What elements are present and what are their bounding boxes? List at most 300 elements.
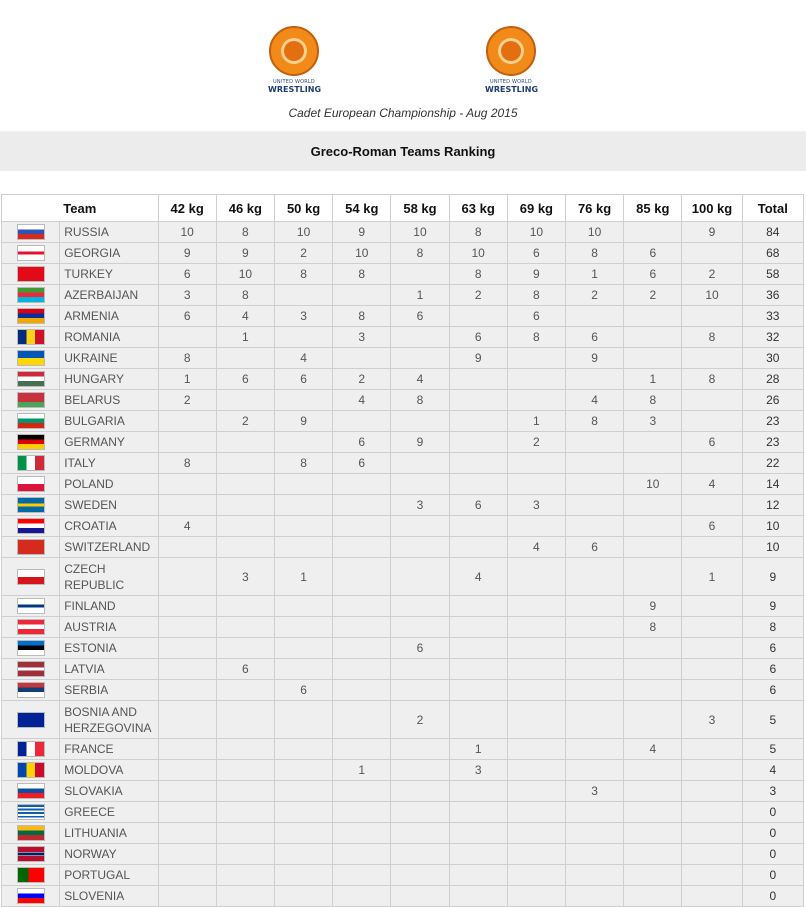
points-cell: 9 bbox=[449, 348, 507, 369]
column-header-total: Total bbox=[742, 195, 803, 222]
points-cell: 2 bbox=[391, 701, 449, 739]
flag-ukraine-icon bbox=[17, 350, 45, 366]
points-cell bbox=[449, 474, 507, 495]
points-cell bbox=[507, 739, 565, 760]
points-cell bbox=[682, 739, 742, 760]
total-cell: 3 bbox=[742, 781, 803, 802]
points-cell bbox=[216, 537, 274, 558]
points-cell: 8 bbox=[158, 453, 216, 474]
flag-bosnia-icon bbox=[17, 712, 45, 728]
column-header-58kg: 58 kg bbox=[391, 195, 449, 222]
table-row bbox=[2, 537, 804, 558]
flag-lithuania-icon bbox=[17, 825, 45, 841]
table-row bbox=[2, 781, 804, 802]
points-cell bbox=[507, 802, 565, 823]
total-cell: 58 bbox=[742, 264, 803, 285]
column-header-76kg: 76 kg bbox=[565, 195, 623, 222]
points-cell bbox=[158, 537, 216, 558]
flag-cell bbox=[2, 802, 60, 823]
points-cell: 1 bbox=[333, 760, 391, 781]
points-cell bbox=[624, 495, 682, 516]
points-cell bbox=[565, 596, 623, 617]
points-cell: 4 bbox=[216, 306, 274, 327]
points-cell bbox=[158, 411, 216, 432]
points-cell bbox=[507, 474, 565, 495]
points-cell: 2 bbox=[216, 411, 274, 432]
flag-romania-icon bbox=[17, 329, 45, 345]
team-name: CZECH REPUBLIC bbox=[60, 558, 158, 596]
points-cell bbox=[333, 474, 391, 495]
points-cell bbox=[391, 886, 449, 907]
points-cell: 6 bbox=[158, 306, 216, 327]
flag-cell bbox=[2, 638, 60, 659]
flag-france-icon bbox=[17, 741, 45, 757]
points-cell bbox=[565, 659, 623, 680]
points-cell bbox=[391, 453, 449, 474]
points-cell bbox=[216, 844, 274, 865]
flag-azerbaijan-icon bbox=[17, 287, 45, 303]
points-cell: 1 bbox=[158, 369, 216, 390]
logo-text-top: UNITED WORLD bbox=[273, 79, 315, 85]
points-cell: 2 bbox=[565, 285, 623, 306]
points-cell bbox=[216, 638, 274, 659]
points-cell bbox=[507, 617, 565, 638]
points-cell bbox=[333, 823, 391, 844]
points-cell bbox=[682, 886, 742, 907]
flag-cell bbox=[2, 537, 60, 558]
points-cell bbox=[449, 596, 507, 617]
points-cell bbox=[333, 701, 391, 739]
team-name: NORWAY bbox=[60, 844, 158, 865]
points-cell: 8 bbox=[391, 243, 449, 264]
flag-italy-icon bbox=[17, 455, 45, 471]
table-row bbox=[2, 865, 804, 886]
points-cell bbox=[274, 739, 332, 760]
points-cell bbox=[449, 617, 507, 638]
points-cell bbox=[216, 474, 274, 495]
table-row bbox=[2, 411, 804, 432]
points-cell bbox=[507, 844, 565, 865]
points-cell bbox=[216, 390, 274, 411]
flag-hungary-icon bbox=[17, 371, 45, 387]
points-cell bbox=[274, 617, 332, 638]
points-cell bbox=[216, 701, 274, 739]
points-cell: 6 bbox=[391, 638, 449, 659]
flag-cell bbox=[2, 781, 60, 802]
points-cell bbox=[449, 390, 507, 411]
points-cell bbox=[449, 802, 507, 823]
total-cell: 5 bbox=[742, 701, 803, 739]
points-cell bbox=[507, 659, 565, 680]
flag-austria-icon bbox=[17, 619, 45, 635]
points-cell bbox=[449, 659, 507, 680]
points-cell bbox=[507, 886, 565, 907]
points-cell: 6 bbox=[274, 369, 332, 390]
table-row bbox=[2, 285, 804, 306]
team-name: CROATIA bbox=[60, 516, 158, 537]
table-row bbox=[2, 348, 804, 369]
table-row bbox=[2, 432, 804, 453]
points-cell: 6 bbox=[391, 306, 449, 327]
total-cell: 6 bbox=[742, 659, 803, 680]
flag-cell bbox=[2, 453, 60, 474]
points-cell bbox=[391, 537, 449, 558]
points-cell: 2 bbox=[449, 285, 507, 306]
table-row bbox=[2, 760, 804, 781]
points-cell bbox=[216, 886, 274, 907]
points-cell bbox=[682, 306, 742, 327]
flag-slovenia-icon bbox=[17, 888, 45, 904]
flag-cell bbox=[2, 516, 60, 537]
flag-moldova-icon bbox=[17, 762, 45, 778]
points-cell bbox=[682, 596, 742, 617]
points-cell bbox=[274, 865, 332, 886]
points-cell bbox=[624, 680, 682, 701]
points-cell bbox=[624, 222, 682, 243]
points-cell bbox=[274, 390, 332, 411]
points-cell bbox=[333, 844, 391, 865]
points-cell: 3 bbox=[274, 306, 332, 327]
flag-cell bbox=[2, 680, 60, 701]
table-row bbox=[2, 886, 804, 907]
total-cell: 10 bbox=[742, 516, 803, 537]
points-cell bbox=[565, 760, 623, 781]
points-cell bbox=[624, 844, 682, 865]
points-cell: 10 bbox=[333, 243, 391, 264]
flag-cell bbox=[2, 369, 60, 390]
points-cell bbox=[391, 823, 449, 844]
points-cell bbox=[624, 348, 682, 369]
points-cell bbox=[565, 823, 623, 844]
column-header-100kg: 100 kg bbox=[682, 195, 742, 222]
points-cell: 8 bbox=[216, 285, 274, 306]
flag-slovakia-icon bbox=[17, 783, 45, 799]
flag-cell bbox=[2, 659, 60, 680]
points-cell bbox=[682, 390, 742, 411]
team-name: PORTUGAL bbox=[60, 865, 158, 886]
points-cell: 8 bbox=[391, 390, 449, 411]
points-cell: 1 bbox=[391, 285, 449, 306]
points-cell bbox=[624, 781, 682, 802]
points-cell bbox=[333, 411, 391, 432]
table-row bbox=[2, 264, 804, 285]
points-cell: 4 bbox=[507, 537, 565, 558]
table-row bbox=[2, 222, 804, 243]
points-cell: 3 bbox=[333, 327, 391, 348]
points-cell bbox=[565, 865, 623, 886]
points-cell bbox=[333, 285, 391, 306]
team-name: UKRAINE bbox=[60, 348, 158, 369]
points-cell bbox=[274, 285, 332, 306]
points-cell bbox=[624, 701, 682, 739]
total-cell: 9 bbox=[742, 558, 803, 596]
points-cell: 6 bbox=[216, 659, 274, 680]
points-cell bbox=[507, 516, 565, 537]
flag-belarus-icon bbox=[17, 392, 45, 408]
points-cell bbox=[216, 823, 274, 844]
flag-cell bbox=[2, 886, 60, 907]
points-cell: 6 bbox=[565, 327, 623, 348]
uww-logo-right bbox=[485, 26, 537, 94]
points-cell: 6 bbox=[216, 369, 274, 390]
points-cell: 8 bbox=[507, 327, 565, 348]
table-row bbox=[2, 802, 804, 823]
points-cell bbox=[274, 638, 332, 659]
flag-croatia-icon bbox=[17, 518, 45, 534]
points-cell bbox=[565, 369, 623, 390]
flag-cell bbox=[2, 348, 60, 369]
flag-cell bbox=[2, 327, 60, 348]
points-cell bbox=[507, 390, 565, 411]
points-cell bbox=[391, 781, 449, 802]
page-title: Greco-Roman Teams Ranking bbox=[310, 143, 496, 159]
logo-text-main: WRESTLING bbox=[485, 85, 539, 94]
points-cell: 10 bbox=[507, 222, 565, 243]
points-cell bbox=[565, 474, 623, 495]
points-cell bbox=[216, 760, 274, 781]
flag-cell bbox=[2, 701, 60, 739]
column-header-54kg: 54 kg bbox=[333, 195, 391, 222]
total-cell: 14 bbox=[742, 474, 803, 495]
points-cell bbox=[158, 844, 216, 865]
points-cell: 1 bbox=[216, 327, 274, 348]
points-cell bbox=[158, 781, 216, 802]
points-cell: 9 bbox=[507, 264, 565, 285]
points-cell bbox=[216, 495, 274, 516]
points-cell bbox=[624, 802, 682, 823]
points-cell bbox=[565, 638, 623, 659]
points-cell bbox=[565, 739, 623, 760]
team-name: ITALY bbox=[60, 453, 158, 474]
points-cell: 3 bbox=[565, 781, 623, 802]
team-name: GEORGIA bbox=[60, 243, 158, 264]
points-cell: 4 bbox=[333, 390, 391, 411]
points-cell bbox=[449, 865, 507, 886]
total-cell: 0 bbox=[742, 844, 803, 865]
table-row bbox=[2, 739, 804, 760]
points-cell bbox=[624, 327, 682, 348]
points-cell bbox=[274, 760, 332, 781]
points-cell: 1 bbox=[449, 739, 507, 760]
flag-bulgaria-icon bbox=[17, 413, 45, 429]
points-cell: 2 bbox=[274, 243, 332, 264]
flag-cell bbox=[2, 432, 60, 453]
points-cell: 9 bbox=[682, 222, 742, 243]
points-cell bbox=[274, 327, 332, 348]
team-name: TURKEY bbox=[60, 264, 158, 285]
points-cell: 4 bbox=[565, 390, 623, 411]
table-row bbox=[2, 701, 804, 739]
points-cell bbox=[391, 474, 449, 495]
points-cell bbox=[507, 701, 565, 739]
points-cell bbox=[333, 617, 391, 638]
flag-turkey-icon bbox=[17, 266, 45, 282]
points-cell bbox=[565, 495, 623, 516]
flag-cell bbox=[2, 495, 60, 516]
team-name: BOSNIA AND HERZEGOVINA bbox=[60, 701, 158, 739]
total-cell: 0 bbox=[742, 823, 803, 844]
points-cell bbox=[624, 516, 682, 537]
flag-czech-republic-icon bbox=[17, 569, 45, 585]
points-cell: 10 bbox=[158, 222, 216, 243]
points-cell bbox=[333, 495, 391, 516]
flag-greece-icon bbox=[17, 804, 45, 820]
total-cell: 5 bbox=[742, 739, 803, 760]
team-name: SWITZERLAND bbox=[60, 537, 158, 558]
logo-text-main: WRESTLING bbox=[268, 85, 322, 94]
team-name: AZERBAIJAN bbox=[60, 285, 158, 306]
points-cell bbox=[449, 432, 507, 453]
points-cell: 9 bbox=[216, 243, 274, 264]
points-cell bbox=[216, 802, 274, 823]
total-cell: 10 bbox=[742, 537, 803, 558]
points-cell bbox=[507, 369, 565, 390]
points-cell bbox=[158, 823, 216, 844]
points-cell bbox=[158, 495, 216, 516]
points-cell bbox=[333, 516, 391, 537]
points-cell bbox=[333, 802, 391, 823]
points-cell: 4 bbox=[158, 516, 216, 537]
points-cell: 3 bbox=[216, 558, 274, 596]
points-cell bbox=[449, 306, 507, 327]
flag-cell bbox=[2, 285, 60, 306]
table-row bbox=[2, 659, 804, 680]
points-cell bbox=[158, 474, 216, 495]
points-cell bbox=[449, 453, 507, 474]
flag-cell bbox=[2, 823, 60, 844]
points-cell bbox=[682, 844, 742, 865]
points-cell: 6 bbox=[333, 432, 391, 453]
points-cell bbox=[682, 659, 742, 680]
points-cell bbox=[565, 453, 623, 474]
flag-cell bbox=[2, 596, 60, 617]
flag-cell bbox=[2, 865, 60, 886]
total-cell: 30 bbox=[742, 348, 803, 369]
table-row bbox=[2, 390, 804, 411]
points-cell bbox=[449, 823, 507, 844]
points-cell: 9 bbox=[565, 348, 623, 369]
points-cell bbox=[449, 886, 507, 907]
points-cell bbox=[216, 617, 274, 638]
points-cell: 8 bbox=[449, 264, 507, 285]
points-cell: 8 bbox=[333, 306, 391, 327]
points-cell: 6 bbox=[333, 453, 391, 474]
points-cell bbox=[158, 617, 216, 638]
points-cell: 2 bbox=[333, 369, 391, 390]
flag-cell bbox=[2, 844, 60, 865]
points-cell bbox=[216, 348, 274, 369]
flag-georgia-icon bbox=[17, 245, 45, 261]
points-cell: 6 bbox=[449, 327, 507, 348]
points-cell: 4 bbox=[274, 348, 332, 369]
total-cell: 33 bbox=[742, 306, 803, 327]
points-cell bbox=[391, 659, 449, 680]
points-cell bbox=[449, 781, 507, 802]
total-cell: 0 bbox=[742, 802, 803, 823]
points-cell: 2 bbox=[682, 264, 742, 285]
points-cell bbox=[274, 823, 332, 844]
points-cell bbox=[391, 327, 449, 348]
points-cell bbox=[682, 617, 742, 638]
points-cell bbox=[158, 739, 216, 760]
points-cell bbox=[158, 327, 216, 348]
total-cell: 68 bbox=[742, 243, 803, 264]
points-cell bbox=[158, 680, 216, 701]
points-cell bbox=[216, 432, 274, 453]
points-cell bbox=[449, 369, 507, 390]
points-cell bbox=[507, 596, 565, 617]
column-header-50kg: 50 kg bbox=[274, 195, 332, 222]
points-cell: 6 bbox=[624, 243, 682, 264]
points-cell bbox=[333, 781, 391, 802]
table-row bbox=[2, 558, 804, 596]
flag-serbia-icon bbox=[17, 682, 45, 698]
points-cell bbox=[216, 596, 274, 617]
points-cell bbox=[391, 558, 449, 596]
points-cell: 4 bbox=[624, 739, 682, 760]
team-name: MOLDOVA bbox=[60, 760, 158, 781]
flag-switzerland-icon bbox=[17, 539, 45, 555]
team-name: BULGARIA bbox=[60, 411, 158, 432]
points-cell: 2 bbox=[624, 285, 682, 306]
team-name: ROMANIA bbox=[60, 327, 158, 348]
points-cell bbox=[624, 306, 682, 327]
points-cell bbox=[565, 558, 623, 596]
table-row bbox=[2, 306, 804, 327]
points-cell bbox=[682, 537, 742, 558]
points-cell bbox=[333, 865, 391, 886]
points-cell: 6 bbox=[507, 243, 565, 264]
points-cell bbox=[158, 886, 216, 907]
points-cell: 8 bbox=[682, 327, 742, 348]
points-cell bbox=[216, 781, 274, 802]
team-name: ESTONIA bbox=[60, 638, 158, 659]
points-cell bbox=[449, 844, 507, 865]
points-cell bbox=[624, 760, 682, 781]
points-cell: 3 bbox=[391, 495, 449, 516]
table-row bbox=[2, 638, 804, 659]
points-cell bbox=[274, 495, 332, 516]
team-name: SWEDEN bbox=[60, 495, 158, 516]
logo-text-top: UNITED WORLD bbox=[490, 79, 532, 85]
total-cell: 0 bbox=[742, 865, 803, 886]
points-cell bbox=[565, 680, 623, 701]
points-cell bbox=[274, 474, 332, 495]
points-cell bbox=[274, 781, 332, 802]
points-cell: 8 bbox=[158, 348, 216, 369]
points-cell bbox=[333, 348, 391, 369]
total-cell: 9 bbox=[742, 596, 803, 617]
flag-cell bbox=[2, 390, 60, 411]
team-name: SLOVAKIA bbox=[60, 781, 158, 802]
points-cell bbox=[216, 516, 274, 537]
flag-finland-icon bbox=[17, 598, 45, 614]
column-header-46kg: 46 kg bbox=[216, 195, 274, 222]
points-cell: 8 bbox=[565, 243, 623, 264]
total-cell: 23 bbox=[742, 432, 803, 453]
flag-cell bbox=[2, 411, 60, 432]
points-cell: 3 bbox=[507, 495, 565, 516]
points-cell bbox=[565, 306, 623, 327]
points-cell: 9 bbox=[333, 222, 391, 243]
points-cell bbox=[565, 701, 623, 739]
points-cell bbox=[274, 432, 332, 453]
points-cell bbox=[274, 659, 332, 680]
points-cell: 1 bbox=[507, 411, 565, 432]
points-cell bbox=[333, 659, 391, 680]
flag-cell bbox=[2, 474, 60, 495]
flag-estonia-icon bbox=[17, 640, 45, 656]
